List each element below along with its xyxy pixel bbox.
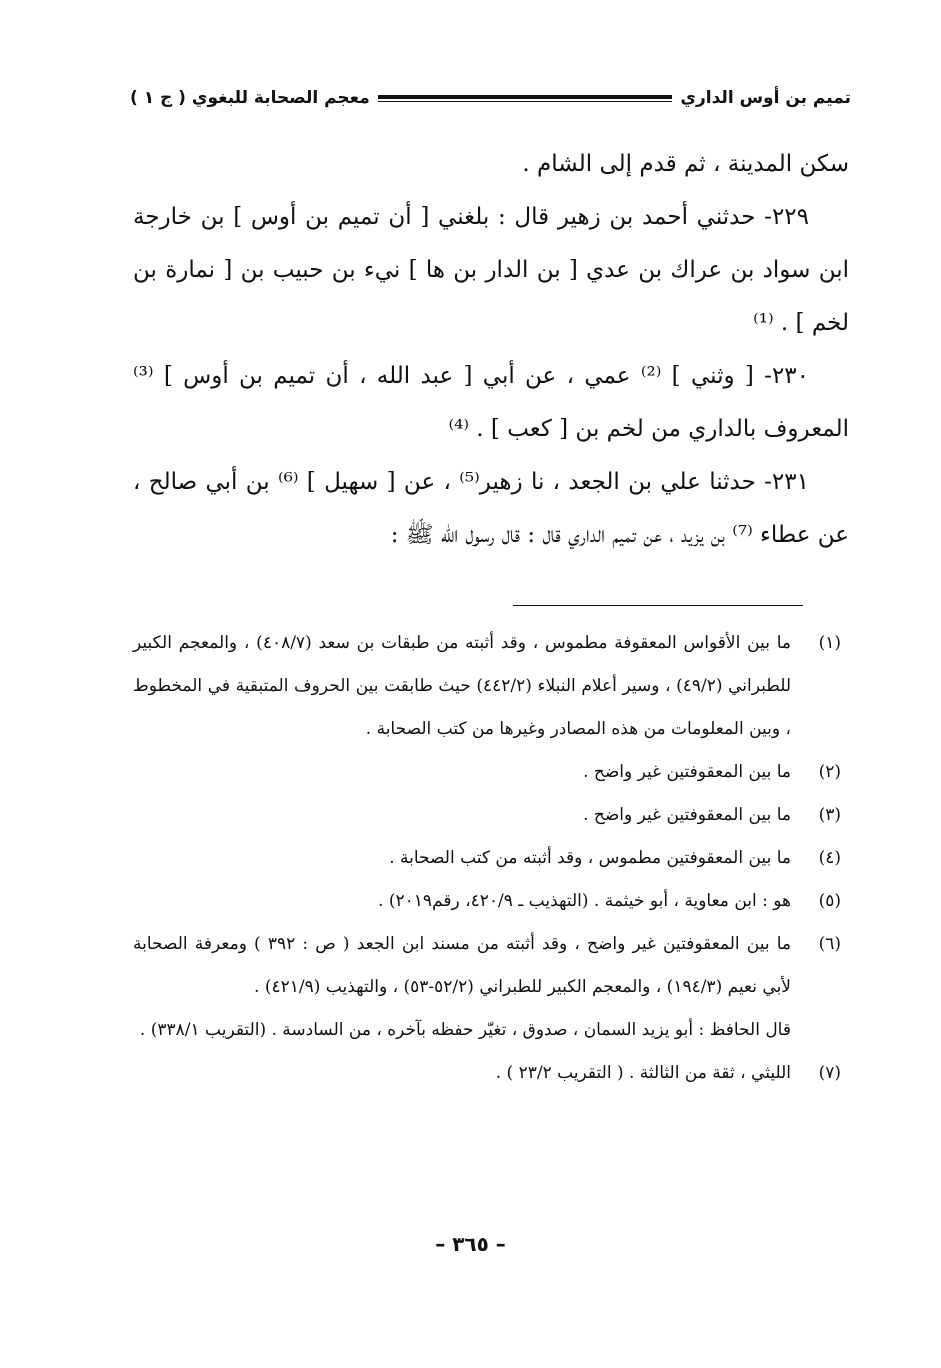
footnote-4 xyxy=(133,837,841,880)
chapter-title: تميم بن أوس الداري xyxy=(680,88,851,108)
footnote-number: (٦) xyxy=(818,934,841,954)
footnote-text: ما بين المعقوفتين غير واضح ، وقد أثبته من مسند ابن الجعد ( ص : ٣٩٢ ) ومعرفة الصحابة لأبي نعيم (١٩٤/٣) ، والمعجم الكبير للطبراني (٥٢/٢-٥٣) ، والتهذيب (٤٢١/٩) . xyxy=(133,934,791,997)
book-title: معجم الصحابة للبغوي ( ج ١ ) xyxy=(130,88,370,108)
footnote-text: ما بين المعقوفتين غير واضح . xyxy=(583,762,791,782)
footnote-number: (٣) xyxy=(818,805,841,825)
footnote-6 xyxy=(133,923,841,1009)
footnote-number: (٢) xyxy=(818,762,841,782)
footnote-6-continuation: قال الحافظ : أبو يزيد السمان ، صدوق ، تغيّر حفظه بآخره ، من السادسة . (التقريب ٣٣٨/١) . xyxy=(139,1020,791,1040)
footnote-text: ما بين المعقوفتين مطموس ، وقد أثبته من كتب الصحابة . xyxy=(389,848,791,868)
footnote-2 xyxy=(133,751,841,794)
footnotes xyxy=(133,622,841,1095)
footnote-number: (٧) xyxy=(818,1063,841,1083)
footnote-text: الليثي ، ثقة من الثالثة . ( التقريب ٢٣/٢ ) . xyxy=(495,1063,791,1083)
paragraph-231: ٢٣١- حدثنا علي بن الجعد ، نا زهير⁽⁵⁾ ، عن [ سهيل ] ⁽⁶⁾ بن أبي صالح ، عن عطاء ⁽⁷⁾ بن يزيد ، عن تميم الداري قال : قال رسول الله ﷺ : xyxy=(133,469,849,548)
footnote-1 xyxy=(133,622,841,751)
page-number: – ٣٦٥ – xyxy=(435,1232,506,1256)
footnote-5 xyxy=(133,880,841,923)
footnote-text: هو : ابن معاوية ، أبو خيثمة . (التهذيب ـ ٤٢٠/٩، رقم٢٠١٩) . xyxy=(378,891,791,911)
footnote-text: ما بين الأقواس المعقوفة مطموس ، وقد أثبته من طبقات بن سعد (٤٠٨/٧) ، والمعجم الكبير للطبراني (٤٩/٢) ، وسير أعلام النبلاء (٤٤٢/٢) حيث طابقت بين الحروف المتبقية في المخطوط ، وبين المعلومات من هذه المصادر وغيرها من كتب الصحابة . xyxy=(133,633,791,739)
footnote-7 xyxy=(133,1052,841,1095)
footnote-3 xyxy=(133,794,841,837)
footnote-separator xyxy=(513,605,803,606)
footnote-number: (١) xyxy=(818,633,841,653)
paragraph-intro: سكن المدينة ، ثم قدم إلى الشام . xyxy=(522,151,849,177)
footnote-text: ما بين المعقوفتين غير واضح . xyxy=(583,805,791,825)
footnote-number: (٤) xyxy=(818,848,841,868)
paragraph-229: ٢٢٩- حدثني أحمد بن زهير قال : بلغني [ أن تميم بن أوس ] بن خارجة ابن سواد بن عراك بن عدي [ بن الدار بن ها ] نيء بن حبيب بن [ نمارة بن لخم ] . ⁽¹⁾ xyxy=(133,204,849,336)
footnote-number: (٥) xyxy=(818,891,841,911)
header-rule xyxy=(378,93,673,103)
running-header xyxy=(130,84,851,112)
main-text xyxy=(133,138,849,562)
paragraph-230: ٢٣٠- [ وثني ] ⁽²⁾ عمي ، عن أبي [ عبد الله ، أن تميم بن أوس ] ⁽³⁾ المعروف بالداري من لخم بن [ كعب ] . ⁽⁴⁾ xyxy=(133,363,849,442)
